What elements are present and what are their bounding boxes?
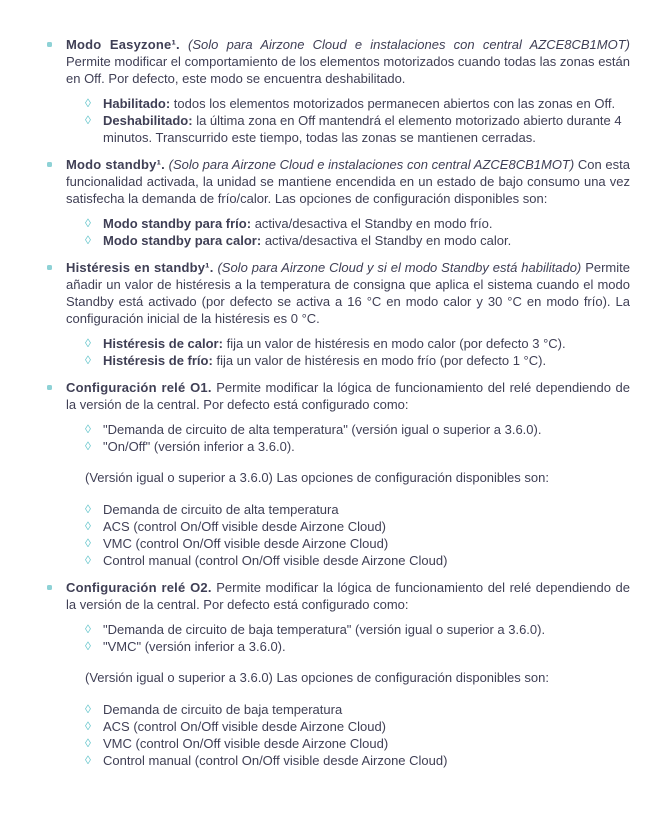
sub-list [85,621,630,655]
list-item [85,518,630,535]
section-body: Permite añadir un valor de histéresis a la temperatura de consigna que aplica el sistema cuando el modo Standby está activado (por defecto se activa a 16 °C en modo calor y 30 °C en modo frío). La configuración inicial de la histéresis es 0 °C. [66,260,630,326]
sub-list [85,701,630,769]
sub-item-text: "Demanda de circuito de alta temperatura" (versión igual o superior a 3.6.0). [103,422,542,437]
lozenge-bullet-icon: ◊ [85,96,91,110]
list-item [85,95,630,112]
section-paragraph [66,36,630,87]
lozenge-bullet-icon: ◊ [85,639,91,653]
sub-item [103,232,511,249]
list-item [85,638,630,655]
sub-item-text: todos los elementos motorizados permanecen abiertos con las zonas en Off. [173,96,616,111]
bullet-dot-icon [47,585,52,590]
section-content [66,36,630,146]
section-content [66,156,630,249]
section-body: Permite modificar el comportamiento de los elementos motorizados cuando todas las zonas están en Off. Por defecto, este modo se encuentra deshabilitado. [66,54,630,86]
sub-item-text: ACS (control On/Off visible desde Airzone Cloud) [103,719,387,734]
list-item [85,215,630,232]
section-body: Con esta funcionalidad activada, la unidad se mantiene encendida en un estado de bajo consumo una vez satisfecha la demanda de frío/calor. Las opciones de configuración disponibles son: [66,157,630,206]
section-body: Permite modificar la lógica de funcionamiento del relé dependiendo de la versión de la central. Por defecto está configurado como: [66,580,630,612]
sub-item-text: fija un valor de histéresis en modo frío (por defecto 1 °C). [216,353,547,368]
section-note: (Solo para Airzone Cloud y si el modo Standby está habilitado) [217,260,582,275]
lozenge-bullet-icon: ◊ [85,336,91,350]
lozenge-bullet-icon: ◊ [85,553,91,567]
lozenge-bullet-icon: ◊ [85,736,91,750]
section-body: Permite modificar la lógica de funcionamiento del relé dependiendo de la versión de la central. Por defecto está configurado como: [66,380,630,412]
list-item [85,535,630,552]
sub-item-text: Demanda de circuito de alta temperatura [103,502,339,517]
lozenge-bullet-icon: ◊ [85,536,91,550]
lozenge-bullet-icon: ◊ [85,353,91,367]
sub-item-text: VMC (control On/Off visible desde Airzone Cloud) [103,736,389,751]
sub-item [103,112,630,146]
version-note: (Versión igual o superior a 3.6.0) Las opciones de configuración disponibles son: [85,470,549,485]
section-config-rele-o1 [47,379,630,569]
list-item [85,621,630,638]
list-item [85,752,630,769]
section-title: Configuración relé O2. [66,580,212,595]
sub-item-label: Modo standby para frío: [103,216,252,231]
list-item [85,438,630,455]
bullet-dot-icon [47,162,52,167]
sub-item-label: Histéresis de calor: [103,336,223,351]
sub-list [85,215,630,249]
lozenge-bullet-icon: ◊ [85,519,91,533]
sub-list [85,335,630,369]
sub-item-label: Modo standby para calor: [103,233,262,248]
section-note: (Solo para Airzone Cloud e instalaciones con central AZCE8CB1MOT) [168,157,575,172]
sub-item-text: ACS (control On/Off visible desde Airzone Cloud) [103,519,387,534]
lozenge-bullet-icon: ◊ [85,422,91,436]
section-content [66,579,630,769]
list-item [85,552,630,569]
sub-item-text: activa/desactiva el Standby en modo calor. [264,233,512,248]
sub-list [85,501,630,569]
section-content [66,259,630,369]
sub-list [85,421,630,455]
section-title: Modo Easyzone¹. [66,37,180,52]
sub-item-text: la última zona en Off mantendrá el elemento motorizado abierto durante 4 minutos. Transcurrido este tiempo, todas las zonas se mantienen cerradas. [103,113,622,145]
sub-item [103,352,546,369]
version-note: (Versión igual o superior a 3.6.0) Las opciones de configuración disponibles son: [85,670,549,685]
section-title: Configuración relé O1. [66,380,212,395]
list-item [85,421,630,438]
section-title: Modo standby¹. [66,157,165,172]
list-item [85,701,630,718]
sub-item-label: Habilitado: [103,96,171,111]
list-item [85,501,630,518]
bullet-dot-icon [47,385,52,390]
sub-item [103,335,566,352]
lozenge-bullet-icon: ◊ [85,113,91,127]
section-modo-easyzone [47,36,630,146]
sub-item-text: fija un valor de histéresis en modo calor (por defecto 3 °C). [226,336,566,351]
section-histeresis-standby [47,259,630,369]
lozenge-bullet-icon: ◊ [85,753,91,767]
section-paragraph [66,379,630,413]
lozenge-bullet-icon: ◊ [85,719,91,733]
lozenge-bullet-icon: ◊ [85,502,91,516]
section-paragraph [66,579,630,613]
section-title: Histéresis en standby¹. [66,260,214,275]
section-content [66,379,630,569]
section-config-rele-o2 [47,579,630,769]
lozenge-bullet-icon: ◊ [85,439,91,453]
sub-item-label: Deshabilitado: [103,113,193,128]
lozenge-bullet-icon: ◊ [85,622,91,636]
list-item [85,352,630,369]
bullet-dot-icon [47,42,52,47]
bullet-dot-icon [47,265,52,270]
sub-item [103,95,615,112]
lozenge-bullet-icon: ◊ [85,216,91,230]
sub-item-text: "VMC" (versión inferior a 3.6.0). [103,639,286,654]
lozenge-bullet-icon: ◊ [85,233,91,247]
list-item [85,735,630,752]
lozenge-bullet-icon: ◊ [85,702,91,716]
sub-item-text: "Demanda de circuito de baja temperatura" (versión igual o superior a 3.6.0). [103,622,546,637]
section-modo-standby [47,156,630,249]
section-note: (Solo para Airzone Cloud e instalaciones con central AZCE8CB1MOT) [188,37,631,52]
sub-list [85,95,630,146]
sub-item-text: Control manual (control On/Off visible desde Airzone Cloud) [103,553,448,568]
sub-item-text: VMC (control On/Off visible desde Airzone Cloud) [103,536,389,551]
list-item [85,112,630,146]
sub-item-label: Histéresis de frío: [103,353,213,368]
list-item [85,335,630,352]
sub-item [103,215,492,232]
section-paragraph [66,156,630,207]
list-item [85,718,630,735]
list-item [85,232,630,249]
section-paragraph [66,259,630,327]
sub-item-text: activa/desactiva el Standby en modo frío. [254,216,493,231]
sub-item-text: Demanda de circuito de baja temperatura [103,702,343,717]
sub-item-text: Control manual (control On/Off visible desde Airzone Cloud) [103,753,448,768]
sub-item-text: "On/Off" (versión inferior a 3.6.0). [103,439,295,454]
